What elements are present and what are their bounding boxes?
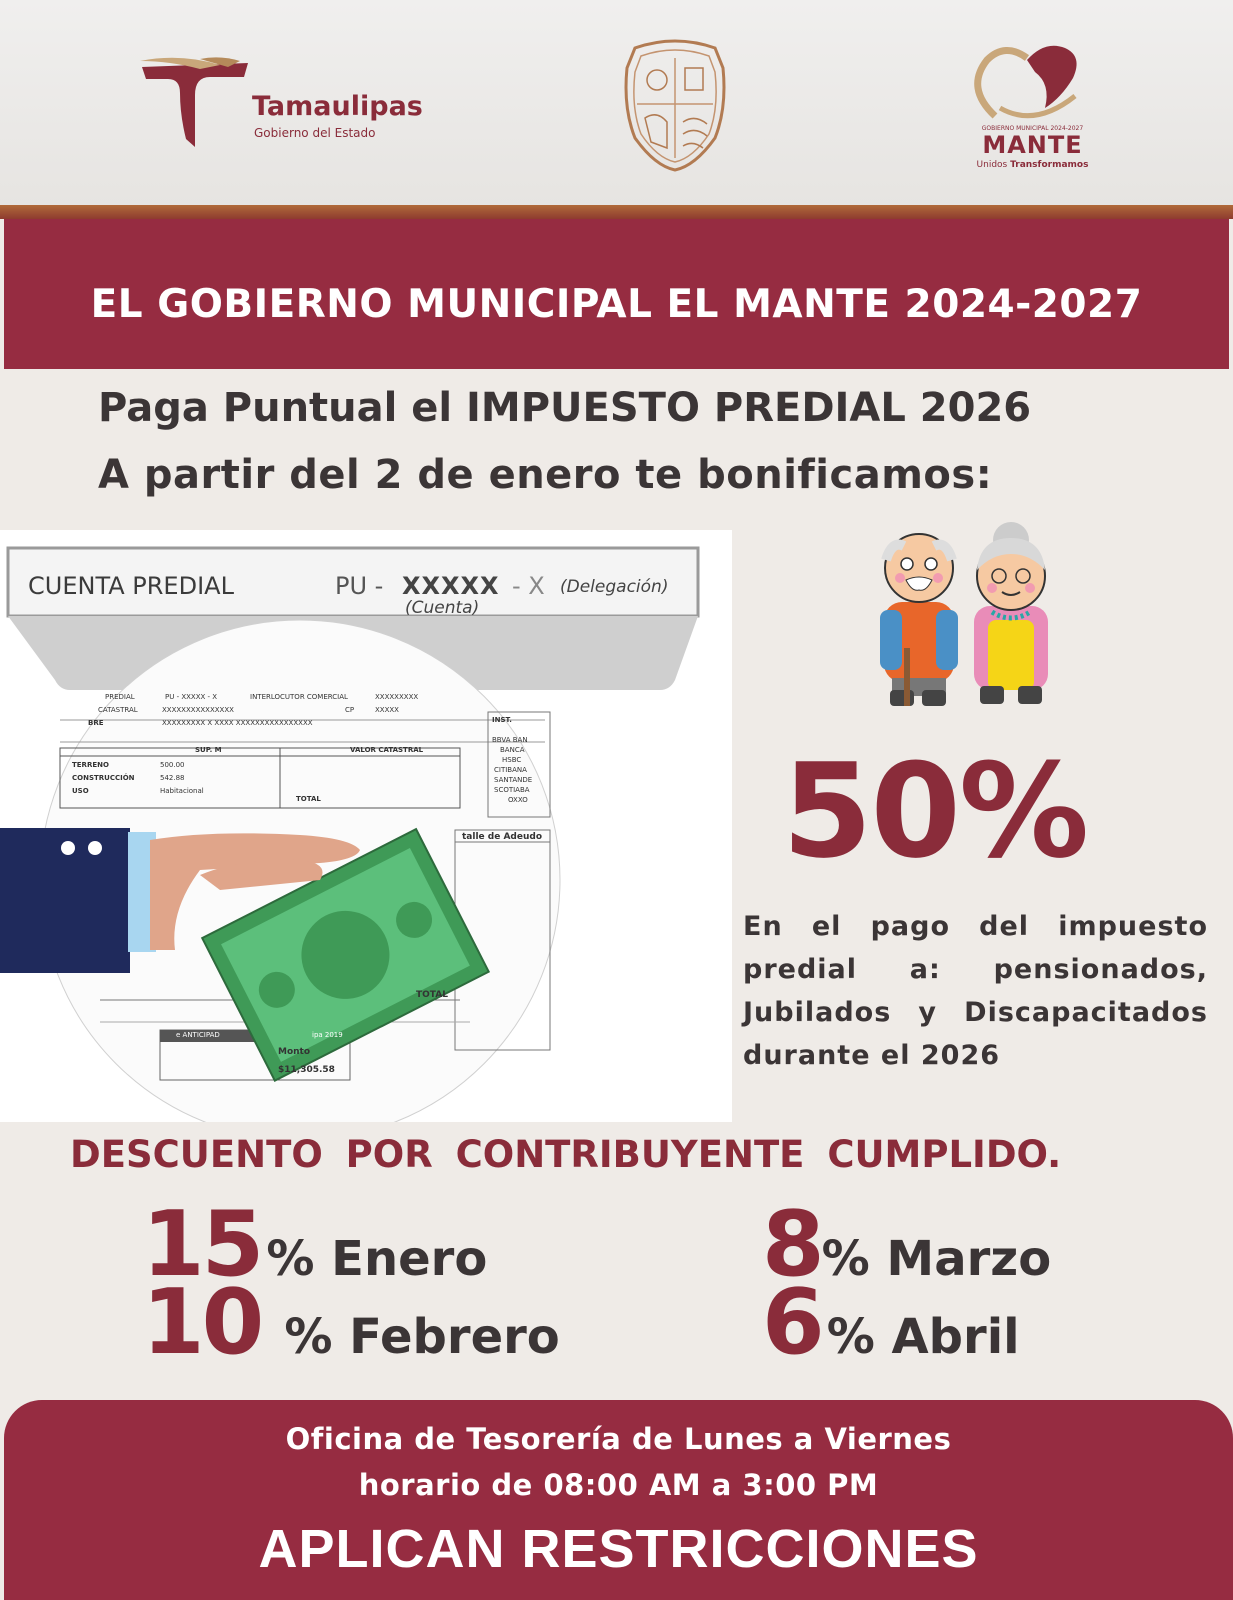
- receipt-anticipado: e ANTICIPAD: [176, 1031, 220, 1039]
- receipt-graphic-icon: [0, 530, 732, 1122]
- receipt-bank-2: HSBC: [502, 756, 522, 764]
- tamaulipas-emblem-icon: [140, 55, 250, 155]
- discount-title: DESCUENTO POR CONTRIBUYENTE CUMPLIDO.: [70, 1133, 1062, 1176]
- mante-government-label: GOBIERNO MUNICIPAL 2024-2027: [981, 125, 1084, 132]
- receipt-catastral: CATASTRAL: [98, 706, 138, 714]
- tamaulipas-subtitle: Gobierno del Estado: [254, 126, 376, 140]
- mante-slogan: [965, 160, 1100, 170]
- discount-number: 6: [762, 1270, 822, 1375]
- discount-number: 10: [142, 1270, 262, 1375]
- receipt-bank-6: OXXO: [508, 796, 528, 804]
- discount-number: 8: [762, 1192, 822, 1297]
- account-pu: PU -: [335, 572, 384, 600]
- senior-discount-percent: 50%: [782, 735, 1088, 887]
- tamaulipas-name: Tamaulipas: [252, 91, 423, 122]
- receipt-monto: Monto: [278, 1047, 311, 1057]
- receipt-nombre: BRE: [88, 719, 104, 727]
- headline-line-1: Paga Puntual el IMPUESTO PREDIAL 2026: [98, 385, 1032, 431]
- receipt-construccion: CONSTRUCCIÓN: [72, 774, 135, 782]
- headline-line-2: A partir del 2 de enero te bonificamos:: [98, 452, 993, 498]
- receipt-anio: ipa 2019: [312, 1031, 343, 1039]
- account-suffix: - X: [512, 572, 545, 600]
- receipt-construccion-value: 542.88: [160, 774, 185, 782]
- receipt-nombre-value: XXXXXXXXX X XXXX XXXXXXXXXXXXXXXX: [162, 719, 313, 727]
- account-label: CUENTA PREDIAL: [28, 572, 234, 600]
- receipt-bank-3: CITIBANA: [494, 766, 527, 774]
- receipt-total-2: TOTAL: [416, 990, 448, 1000]
- mante-logo: [965, 38, 1100, 173]
- receipt-illustration: [0, 530, 732, 1122]
- tamaulipas-logo: [140, 55, 440, 155]
- receipt-inst: INST.: [492, 716, 512, 724]
- receipt-bank-4: SANTANDE: [494, 776, 533, 784]
- mante-heart-icon: [965, 38, 1100, 128]
- mante-slogan-a: Unidos: [976, 160, 1008, 170]
- account-delegacion: (Delegación): [560, 577, 669, 597]
- receipt-interlocutor: INTERLOCUTOR COMERCIAL: [250, 693, 348, 701]
- header-stripe: [0, 205, 1233, 219]
- receipt-bank-0: BBVA BAN: [492, 736, 528, 744]
- receipt-cp: CP: [345, 706, 355, 714]
- receipt-total-1: TOTAL: [296, 795, 321, 803]
- discount-number: 15: [142, 1192, 262, 1297]
- receipt-predial-value: PU - XXXXX - X: [165, 693, 218, 701]
- footer-bar: [4, 1400, 1233, 1600]
- account-number: XXXXX: [402, 572, 500, 600]
- receipt-uso-value: Habitacional: [160, 787, 204, 795]
- receipt-uso: USO: [72, 787, 89, 795]
- discount-label: % Marzo: [821, 1231, 1052, 1287]
- receipt-interlocutor-value: XXXXXXXXX: [375, 693, 419, 701]
- office-days: Oficina de Tesorería de Lunes a Viernes: [285, 1422, 952, 1456]
- discount-label: % Enero: [266, 1231, 488, 1287]
- receipt-terreno-value: 500.00: [160, 761, 185, 769]
- office-hours: horario de 08:00 AM a 3:00 PM: [358, 1468, 879, 1502]
- mante-name: MANTE: [982, 131, 1083, 159]
- discount-label: % Abril: [826, 1309, 1020, 1365]
- receipt-catastral-value: XXXXXXXXXXXXXXX: [162, 706, 234, 714]
- restrictions-notice: APLICAN RESTRICCIONES: [258, 1519, 979, 1579]
- page-title: EL GOBIERNO MUNICIPAL EL MANTE 2024-2027: [90, 282, 1143, 327]
- title-bar: [4, 219, 1229, 369]
- receipt-predial: PREDIAL: [105, 693, 135, 701]
- receipt-amount: $11,305.58: [278, 1065, 335, 1075]
- senior-discount-description: En el pago del impuesto predial a: pensionados, Jubilados y Discapacitados durante el 2026: [743, 911, 1208, 1071]
- receipt-terreno: TERRENO: [72, 761, 109, 769]
- account-cuenta: (Cuenta): [405, 598, 480, 618]
- discount-item-febrero: [142, 1270, 560, 1375]
- receipt-detalle: talle de Adeudo: [462, 832, 543, 842]
- seniors-couple-icon: [870, 520, 1070, 720]
- receipt-bank-1: BANCA: [500, 746, 525, 754]
- discount-label: % Febrero: [284, 1309, 560, 1365]
- coat-of-arms-icon: [615, 38, 735, 173]
- receipt-bank-5: SCOTIABA: [494, 786, 530, 794]
- receipt-valor: VALOR CATASTRAL: [350, 746, 424, 754]
- receipt-cp-value: XXXXX: [375, 706, 399, 714]
- discount-item-abril: [762, 1270, 1020, 1375]
- mante-slogan-b: Transformamos: [1010, 160, 1089, 170]
- receipt-sup: SUP. M: [195, 746, 222, 754]
